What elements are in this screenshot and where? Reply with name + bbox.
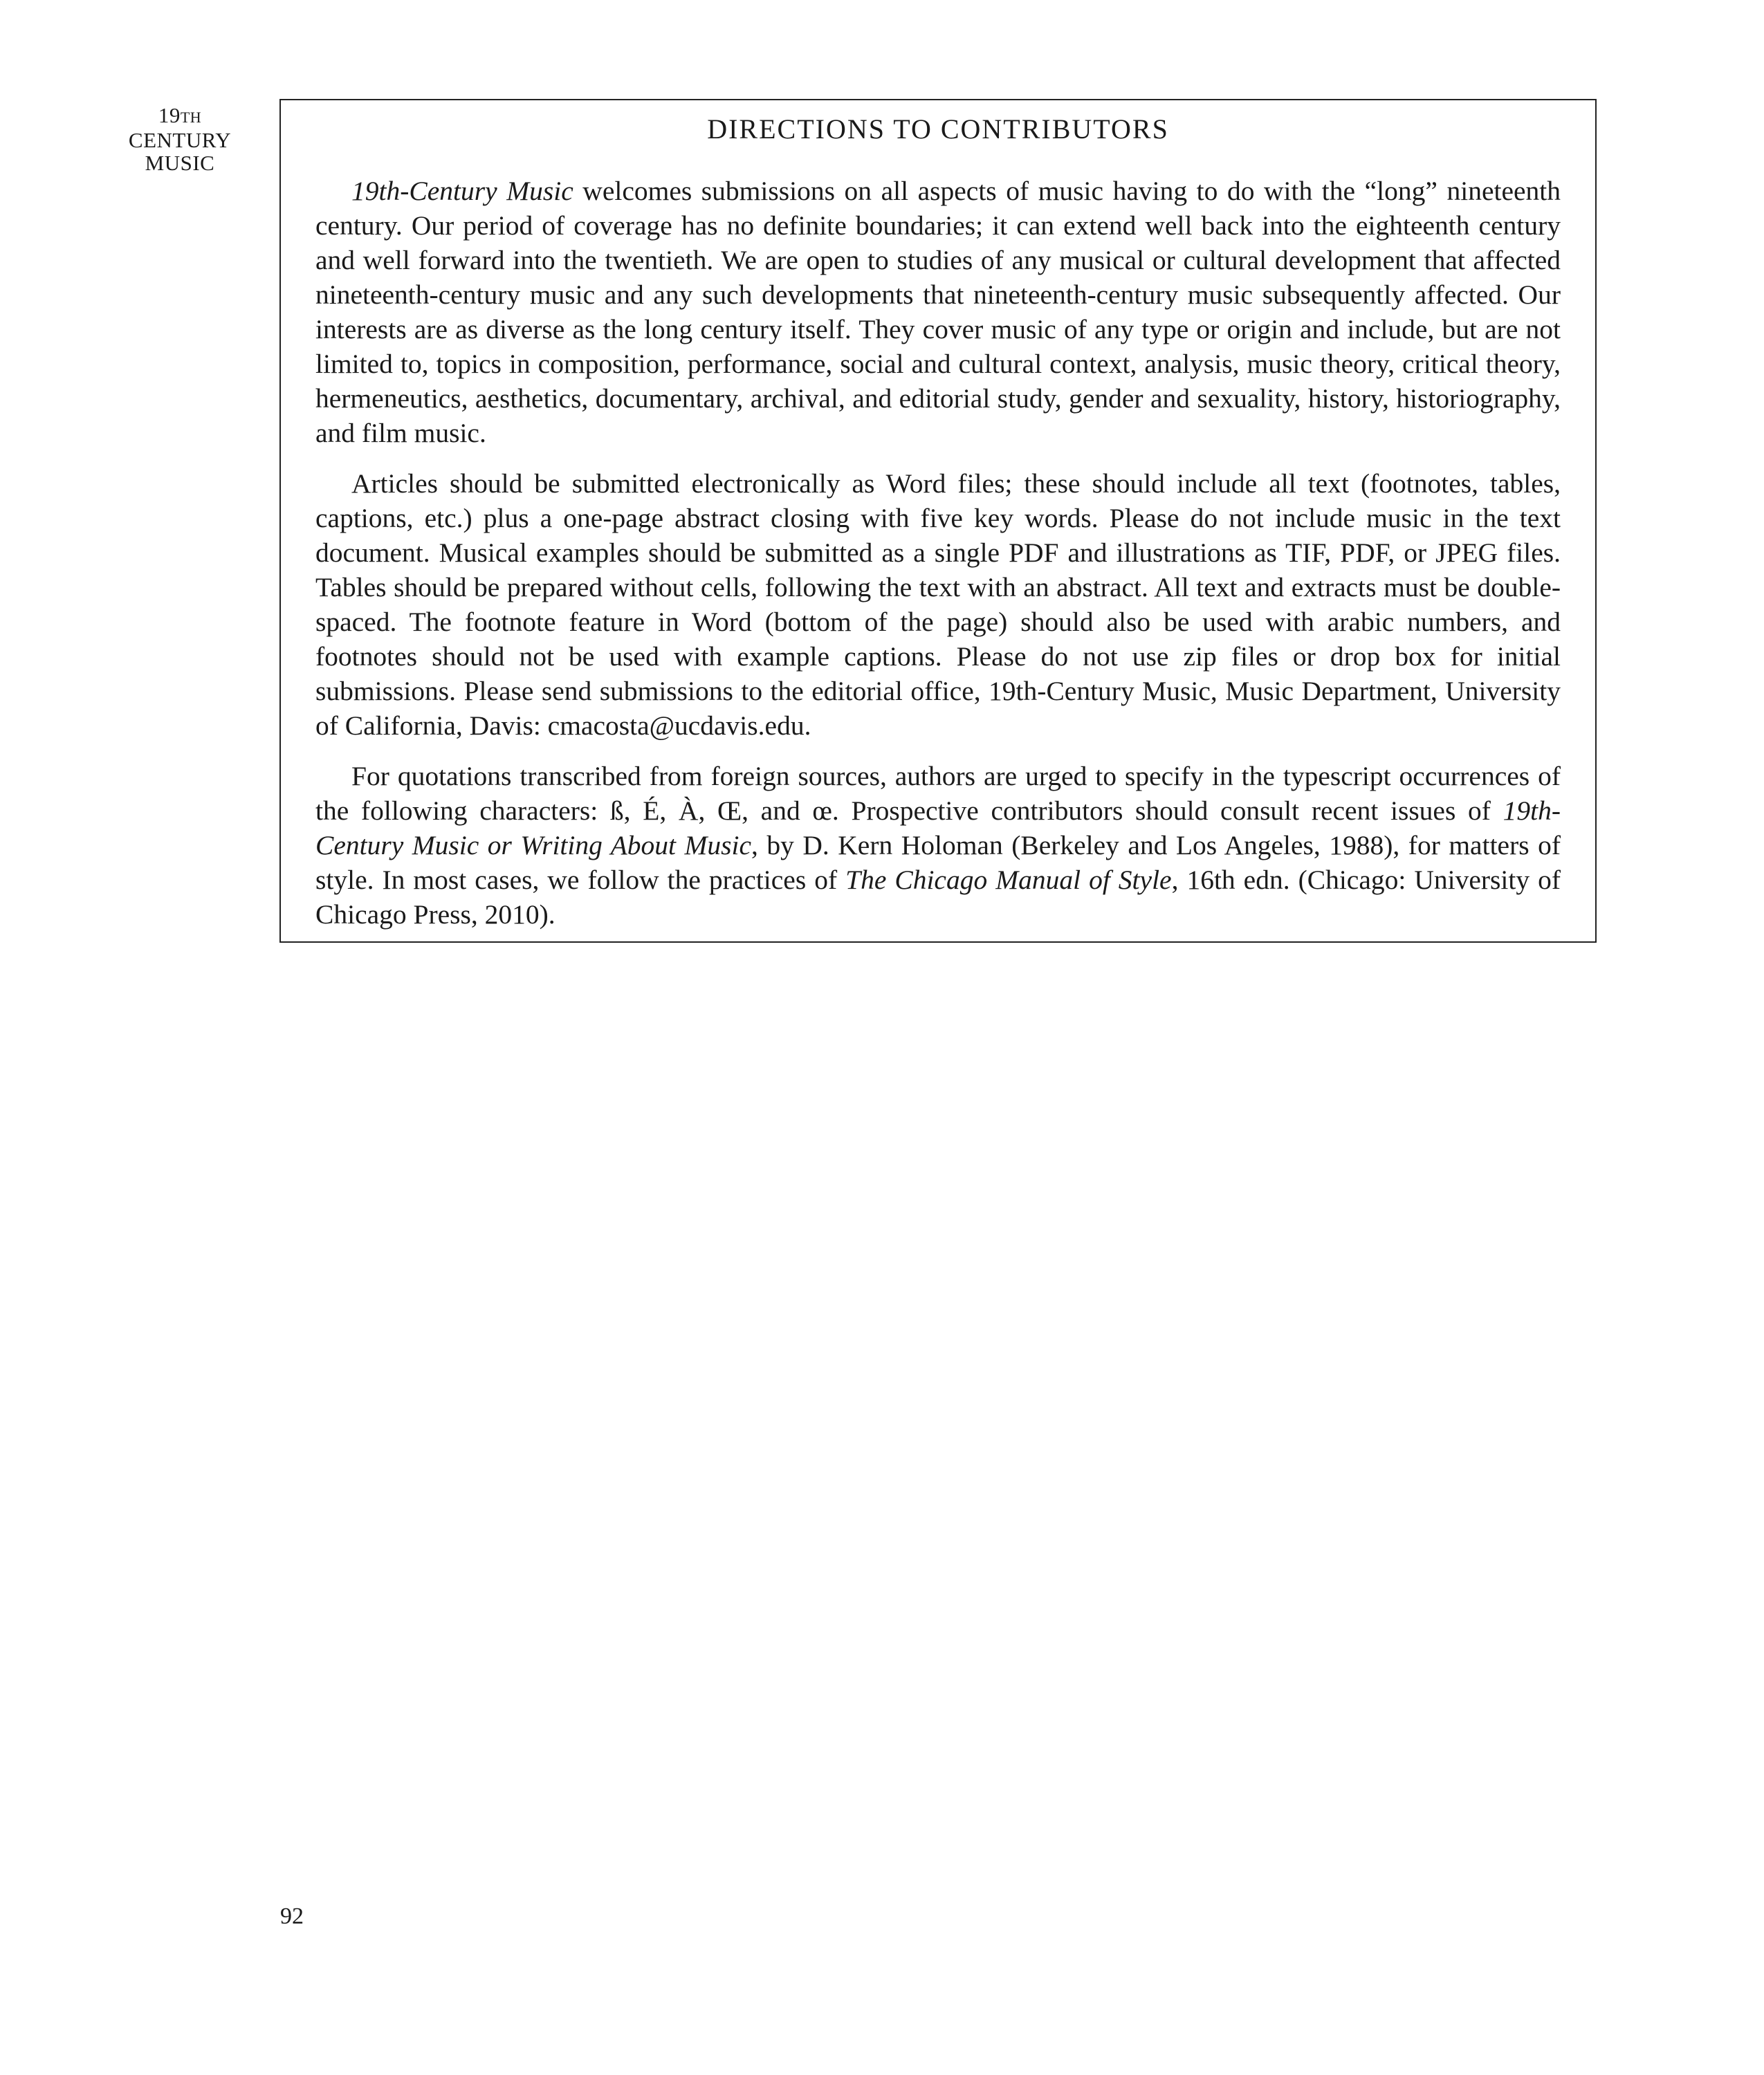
paragraph-submission-text: Articles should be submitted electronically as Word files; these should include all text (footnotes, tables, captions, etc.) plus a one-page abstract closing with five key words. Please do not include music in the text document. Musical examples should be submitted as a single PDF and illustrations as TIF, PDF, or JPEG files. Tables should be prepared without cells, following the text with an abstract. All text and extracts must be double-spaced. The footnote feature in Word (bottom of the page) should also be used with arabic numbers, and footnotes should not be used with example captions. Please do not use zip files or drop box for initial submissions. Please send submissions to the editorial office, 19th-Century Music, Music Department, University of California, Davis: cmacosta@ucdavis.edu. [315,468,1561,741]
paragraph-scope [315,174,1561,450]
journal-name: 19th-Century Music [351,176,573,206]
journal-logo [111,104,249,174]
logo-line-2: CENTURY [128,128,232,152]
paragraph-style [315,759,1561,932]
page-number: 92 [280,1903,304,1929]
paragraph-scope-text: welcomes submissions on all aspects of music having to do with the “long” nineteenth century. Our period of coverage has no definite boundaries; it can extend well back into the eighteenth century and well forward into the twentieth. We are open to studies of any musical or cultural development that affected nineteenth-century music and any such developments that nineteenth-century music subsequently affected. Our interests are as diverse as the long century itself. They cover music of any type or origin and include, but are not limited to, topics in composition, performance, social and cultural context, analysis, music theory, critical theory, hermeneutics, aesthetics, documentary, archival, and editorial study, gender and sexuality, history, historiography, and film music. [315,176,1561,448]
box-title: DIRECTIONS TO CONTRIBUTORS [707,113,1169,145]
style-guide-title: 19th-Century Music or Writing About Music [315,795,1561,860]
logo-line-3: MUSIC [145,151,215,175]
chicago-manual-title: The Chicago Manual of Style [845,865,1172,895]
paragraph-submission [315,466,1561,743]
logo-suffix: TH [180,109,202,126]
logo-number: 19 [158,103,181,127]
paragraph-style-text-c: , 16th edn. (Chicago: University of Chicago Press, 2010). [315,865,1561,930]
logo-line-1 [111,104,249,129]
contributors-box [279,99,1597,943]
paragraph-style-text-b: , by D. Kern Holoman (Berkeley and Los Angeles, 1988), for matters of style. In most cases, we follow the practices of [315,830,1561,895]
paragraph-style-text-a: For quotations transcribed from foreign sources, authors are urged to specify in the typescript occurrences of the following characters: ß, É, À, Œ, and œ. Prospective contributors should consult recent issues of [315,761,1561,826]
